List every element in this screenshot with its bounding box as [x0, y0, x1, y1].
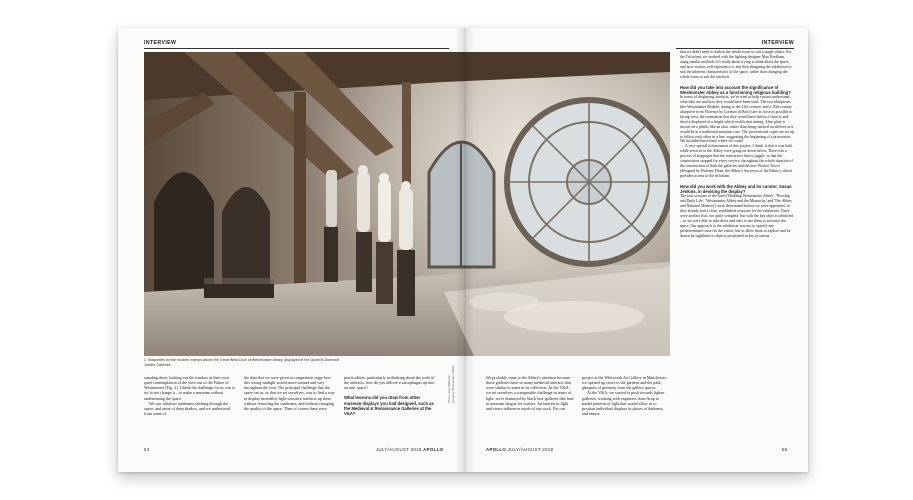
- folio-right-brand: APOLLO: [486, 447, 507, 452]
- folio-left-page-number: 54: [144, 447, 150, 452]
- column-6: [680, 50, 794, 239]
- magazine-spread: [118, 28, 808, 472]
- header-rule-right: [676, 48, 794, 49]
- col5-para-2: At the V&A, we started to push towards lighter galleries, working with engineers from Arup to model patterns of light that would allow us to position individual displays in places of darkness, and ensure: [582, 390, 665, 417]
- column-1: [144, 375, 236, 416]
- col3-question: What lessons did you draw from other museum displays you had designed, such as the Medieval & Renaissance Galleries at the V&A?: [344, 395, 434, 416]
- folio-right-issue-date: JULY/AUGUST 2018: [507, 447, 554, 452]
- header-rule-left: [144, 48, 449, 49]
- column-5: [582, 375, 670, 416]
- gallery-photo: [144, 52, 670, 356]
- folio-right-page-number: 55: [782, 447, 788, 452]
- folio-left-issue-date: JULY/AUGUST 2018: [376, 447, 422, 452]
- folio-left-issue: [376, 447, 443, 452]
- folio-left-brand: APOLLO: [423, 447, 444, 452]
- col6-para-1: that we didn't need to darken the whole room to suit a single object. For the Triforium, we worked with the lighting designer Max Fordham, using similar methods. It's really about trying to think about the space, and how visitors will experience it, and then designing the exhibition to suit the inherent characteristics of the space, rather than changing the whole room to suit the artefacts.: [680, 50, 792, 79]
- col1-para-1: standing there, looking out the window in their own quiet contemplation of the view out to the Palace of Westminster [Fig. 2]. I think the challenge for us was to try to not change it – to make a museum without undermining the space.: [144, 375, 236, 401]
- col4-para-1: We probably came to the Abbey's attention because those galleries have so many medieval artefacts that were similar to some in its collection. At the V&A, we set ourselves a comparable challenge in terms of light: we're dismayed by black-box galleries that lead to museum fatigue for visitors. An interest in light and views influences much of our work. For our: [486, 375, 574, 411]
- col6-para-3: A very special achievement of this project, I think, is that it was built while services in the Abbey were going on down below. There was a process of stoppages that the contractors had to juggle, so that the construction stopped for every service, throughout the whole duration of the construction of both the galleries and the new Weston Tower (designed by Ptolemy Dean, the Abbey's Surveyor of the Fabric), which provides access to the triforium.: [680, 144, 793, 179]
- photo-credit: Photo: Alan Williams; courtesy Westminster Abbey: [447, 365, 455, 403]
- column-3: [344, 375, 436, 416]
- col6-question-1: How did you take into account the significance of Westminster Abbey as a functioning religious building?: [680, 84, 791, 95]
- col5-para-1: project at the Whitworth Art Gallery in Manchester, we opened up views to the gardens and the park, glimpses of greenery from the gallery spaces.: [582, 375, 667, 391]
- column-2: [244, 375, 336, 411]
- col6-para-2: In terms of displaying artefacts, we've tried to help visitors understand what they are and how they would have been used. The two altarpieces (the Westminster Retable, dating to the 13th century, and a 15th-century altarpiece from Florence by Lorenzo di Bicci) are as close as possible to facing west, the orientation that they would have had in a church, and they're displayed at a height which recalls that setting. Altar plate is shown on a plinth, like an altar, rather than being stacked on shelves as it would be in a traditional museum case. The processional copes are set up to follow each other in a line, suggesting the beginning of a procession. We included these hints where we could.: [680, 94, 794, 144]
- photo-caption: 2. Maquettes for the modern martyrs above the Great West Door of Westminster Abbey, displayed in the Queen's Diamond Jubilee Galleries: [144, 358, 340, 367]
- col2-para-1: the data that we were given at competition stage how this strong sunlight would move around and vary throughout the year. The principal challenge that the space set us, or that we set ourselves, was to find a way to display incredibly light-sensitive artefacts up there without removing the sunbeams, and without changing the quality of the space. Then of course there were: [244, 375, 335, 411]
- col6-question-2: How did you work with the Abbey and its curator, Susan Jenkins, in devising the display?: [680, 184, 792, 195]
- col1-para-2: We saw fabulous sunbeams shafting through the space, and areas of deep shadow, and we understood from some of: [144, 400, 230, 417]
- col3-para-1: practicalities, particularly in thinking about the scale of the artefacts: how do you deliver a sarcophagus up into an attic space?: [344, 375, 435, 391]
- column-4: [486, 375, 574, 411]
- triforium-gallery-image: [144, 52, 670, 356]
- col6-para-4: The four sections of the brief ('Building Westminster Abbey', 'Worship and Daily Life', 'Westminster Abbey and the Monarchy' and 'The Abbey and National Memory') were determined before we were appointed, so they already had a clear, established structure for the exhibition. There were artefact lists, not quite complete, but with the key objects identified – so we were able to take those and start to use them to structure the space. Our approach to the exhibition was not to specify any predetermined route for the visitor, but to allow them to explore and be drawn by sightlines to objects positioned in key locations.: [680, 194, 794, 238]
- section-header-right: INTERVIEW: [761, 40, 794, 46]
- folio-right-issue: [486, 447, 553, 452]
- section-header-left: INTERVIEW: [144, 40, 177, 46]
